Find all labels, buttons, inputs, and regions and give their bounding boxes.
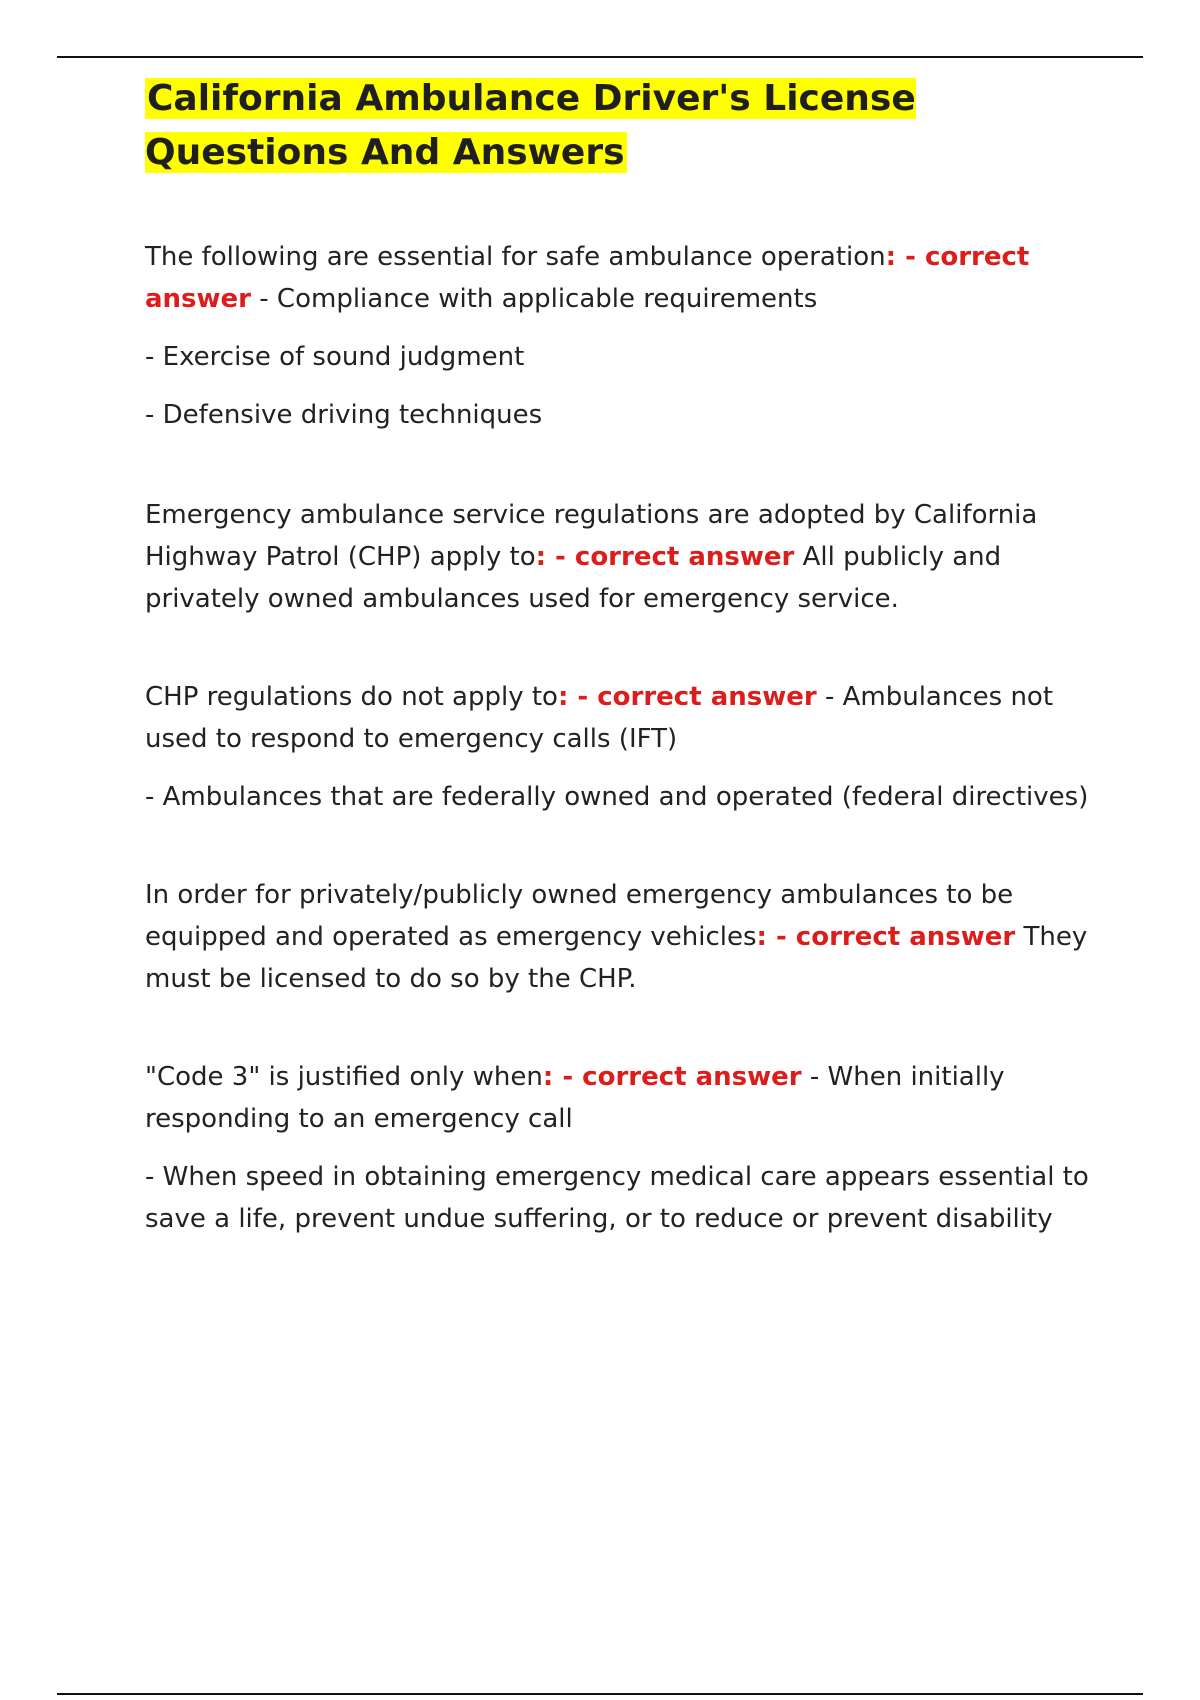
qa-question-line	[145, 874, 1105, 1000]
qa-item	[145, 494, 1105, 620]
document-title	[145, 72, 1105, 180]
question-text: The following are essential for safe ambulance operation	[145, 242, 886, 272]
answer-text: - Ambulances not used to respond to emergency calls (IFT)	[145, 682, 1054, 754]
correct-answer-tag: : - correct answer	[145, 242, 1030, 314]
answer-text: All publicly and privately owned ambulances used for emergency service.	[145, 542, 1002, 614]
qa-question-line	[145, 1056, 1105, 1140]
qa-question-line	[145, 494, 1105, 620]
qa-question-line	[145, 236, 1105, 320]
answer-text: - When initially responding to an emergency call	[145, 1062, 1005, 1134]
qa-item	[145, 1056, 1105, 1240]
correct-answer-tag: : - correct answer	[756, 922, 1016, 952]
highlighted-title-text: California Ambulance Driver's License Questions And Answers	[145, 78, 916, 173]
question-text: Emergency ambulance service regulations are adopted by California Highway Patrol (CHP) apply to	[145, 500, 1038, 572]
qa-question-line	[145, 676, 1105, 760]
question-text: "Code 3" is justified only when	[145, 1062, 543, 1092]
correct-answer-tag: : - correct answer	[535, 542, 795, 572]
correct-answer-tag: : - correct answer	[542, 1062, 802, 1092]
answer-line: - Ambulances that are federally owned and operated (federal directives)	[145, 782, 1089, 812]
answer-text: They must be licensed to do so by the CHP.	[145, 922, 1088, 994]
correct-answer-tag: : - correct answer	[557, 682, 817, 712]
question-text: In order for privately/publicly owned emergency ambulances to be equipped and operated as emergency vehicles	[145, 880, 1014, 952]
qa-item	[145, 676, 1105, 818]
qa-item	[145, 236, 1105, 436]
qa-item	[145, 874, 1105, 1000]
bottom-rule	[57, 1693, 1143, 1695]
answer-text: - Compliance with applicable requirements	[259, 284, 818, 314]
answer-line: - When speed in obtaining emergency medical care appears essential to save a life, prevent undue suffering, or to reduce or prevent disability	[145, 1162, 1089, 1234]
question-text: CHP regulations do not apply to	[145, 682, 558, 712]
answer-line: - Defensive driving techniques	[145, 400, 543, 430]
answer-line: - Exercise of sound judgment	[145, 342, 525, 372]
top-rule	[57, 56, 1143, 58]
document-body	[145, 72, 1105, 1256]
